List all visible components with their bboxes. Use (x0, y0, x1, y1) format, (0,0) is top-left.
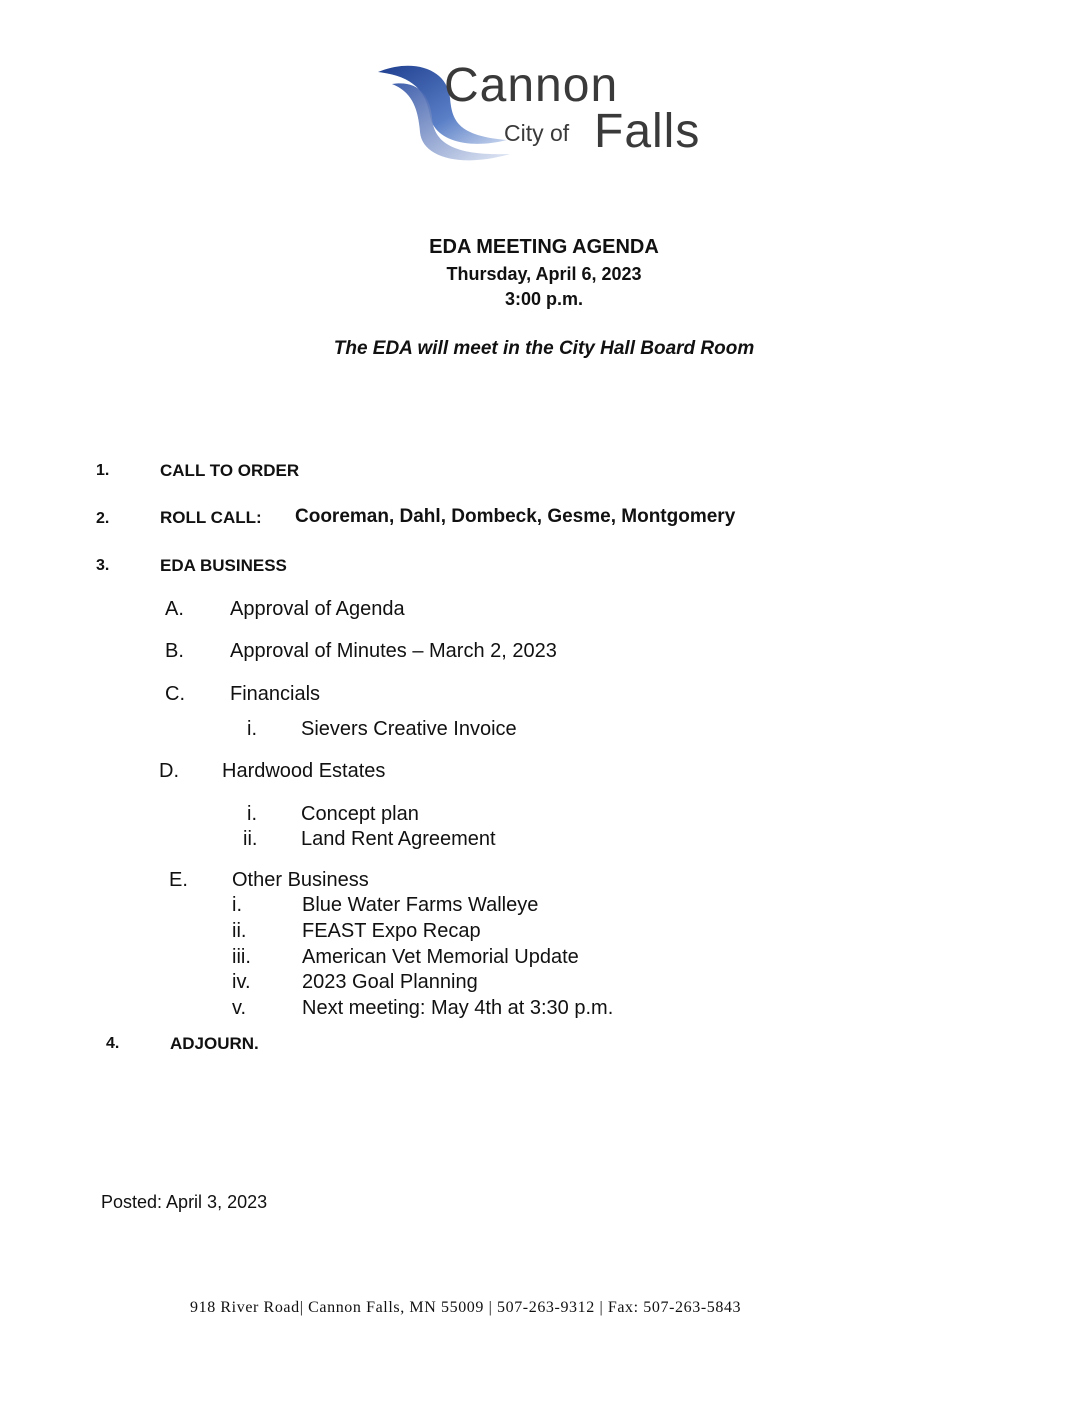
agenda-title: EDA MEETING AGENDA (429, 236, 659, 258)
list-item-blue-water-farms: Blue Water Farms Walleye (302, 894, 539, 916)
list-item-concept-plan: Concept plan (301, 803, 419, 825)
roman-numeral: i. (247, 718, 257, 740)
sub-item-letter: B. (165, 640, 184, 662)
meeting-date: Thursday, April 6, 2023 (446, 264, 642, 284)
roll-call-names: Cooreman, Dahl, Dombeck, Gesme, Montgomery (295, 506, 736, 527)
roman-numeral: ii. (232, 920, 247, 942)
logo-cannon-text: Cannon (444, 59, 619, 112)
list-item-land-rent-agreement: Land Rent Agreement (301, 828, 496, 850)
agenda-heading-adjourn: ADJOURN. (170, 1034, 259, 1053)
city-logo (372, 58, 717, 166)
sub-item-letter: E. (169, 869, 188, 891)
sub-item-letter: C. (165, 683, 185, 705)
sub-item-other-business: Other Business (232, 869, 369, 891)
list-item-sievers-invoice: Sievers Creative Invoice (301, 718, 517, 740)
item-number: 3. (96, 557, 110, 574)
agenda-heading-call-to-order: CALL TO ORDER (160, 461, 300, 480)
item-number: 2. (96, 510, 110, 527)
meeting-location: The EDA will meet in the City Hall Board Room (333, 338, 755, 359)
sub-item-letter: D. (159, 760, 179, 782)
posted-date: Posted: April 3, 2023 (101, 1192, 268, 1212)
roman-numeral: ii. (243, 828, 258, 850)
sub-item-financials: Financials (230, 683, 321, 705)
sub-item-approval-of-minutes: Approval of Minutes – March 2, 2023 (230, 640, 557, 662)
list-item-feast-expo: FEAST Expo Recap (302, 920, 481, 942)
list-item-next-meeting: Next meeting: May 4th at 3:30 p.m. (302, 997, 614, 1019)
roman-numeral: iii. (232, 946, 251, 968)
roman-numeral: v. (232, 997, 247, 1019)
agenda-heading-roll-call: ROLL CALL: (160, 508, 262, 527)
sub-item-approval-of-agenda: Approval of Agenda (230, 598, 405, 620)
logo-city-of-text: City of (504, 120, 570, 146)
list-item-vet-memorial: American Vet Memorial Update (302, 946, 579, 968)
sub-item-hardwood-estates: Hardwood Estates (222, 760, 386, 782)
item-number: 4. (106, 1035, 120, 1052)
roman-numeral: i. (232, 894, 242, 916)
sub-item-letter: A. (165, 598, 184, 620)
footer-contact: 918 River Road| Cannon Falls, MN 55009 | 507-263-9312 | Fax: 507-263-5843 (190, 1299, 742, 1316)
roman-numeral: iv. (232, 971, 251, 993)
meeting-time: 3:00 p.m. (504, 289, 584, 309)
item-number: 1. (96, 462, 110, 479)
roman-numeral: i. (247, 803, 257, 825)
logo-falls-text: Falls (594, 105, 701, 158)
list-item-goal-planning: 2023 Goal Planning (302, 971, 478, 993)
agenda-heading-eda-business: EDA BUSINESS (160, 556, 287, 575)
